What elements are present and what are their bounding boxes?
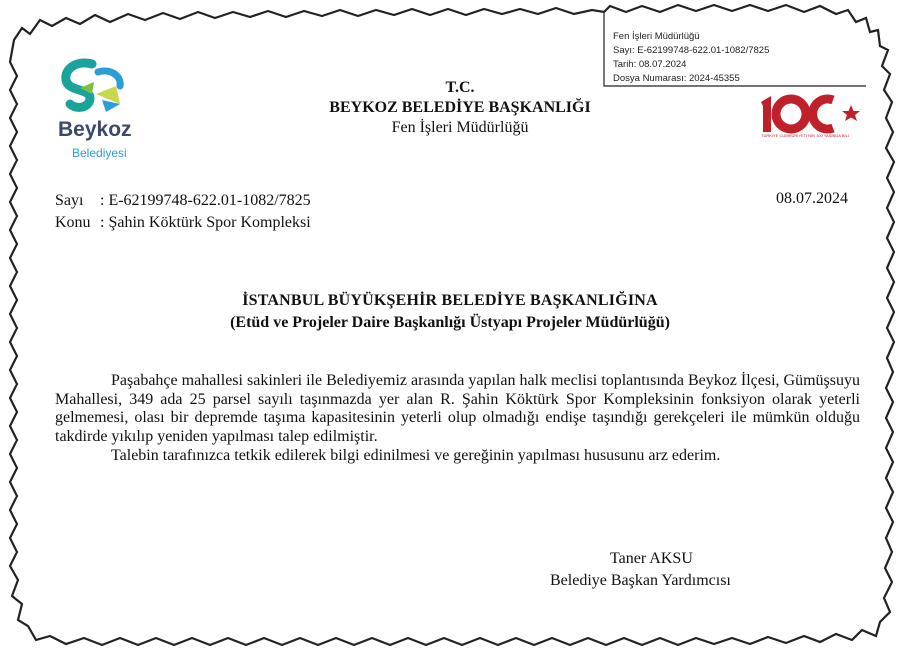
konu-row (55, 212, 311, 234)
turkiye-100-icon (755, 92, 875, 136)
beykoz-logo (50, 58, 150, 168)
centennial-caption: TÜRKİYE CUMHURİYETİ'NİN 100 YAŞINDA BİLİ (761, 133, 849, 138)
header-tc: T.C. (445, 79, 475, 96)
beykoz-logo-icon (50, 58, 140, 118)
recipient-name: İSTANBUL BÜYÜKŞEHİR BELEDİYE BAŞKANLIĞINA (242, 292, 658, 309)
sayi-row (55, 190, 311, 212)
header-department: Fen İşleri Müdürlüğü (391, 119, 529, 136)
sayi-value: : E-62199748-622.01-1082/7825 (100, 192, 311, 209)
logo-name: Beykoz (58, 118, 132, 141)
logo-subtitle: Belediyesi (72, 146, 127, 160)
recipient-block (150, 290, 750, 334)
letter-body (55, 372, 860, 466)
centennial-logo (755, 92, 875, 144)
signature-block (550, 548, 731, 592)
signatory-name: Taner AKSU (610, 550, 693, 567)
stamp-number: Sayı: E-62199748-622.01-1082/7825 (613, 45, 770, 56)
sayi-label: Sayı (55, 192, 84, 209)
signatory-title: Belediye Başkan Yardımcısı (550, 572, 731, 589)
letterhead (260, 78, 660, 138)
konu-value: : Şahin Köktürk Spor Kompleksi (100, 214, 311, 231)
konu-label: Konu (55, 214, 91, 231)
recipient-unit: (Etüd ve Projeler Daire Başkanlığı Üstyapı Projeler Müdürlüğü) (230, 314, 670, 331)
stamp-date: Tarih: 08.07.2024 (613, 59, 687, 70)
header-municipality: BEYKOZ BELEDİYE BAŞKANLIĞI (329, 99, 591, 116)
body-paragraph-1: Paşabahçe mahallesi sakinleri ile Belediyemiz arasında yapılan halk meclisi toplantısında Beykoz İlçesi, Gümüşsuyu Mahallesi, 349 ada 25 parsel sayılı taşınmazda yer alan R. Şahin Köktürk Spor Kompleksinin fonksiyon olarak yeterli gelmemesi, olası bir depremde taşıma kapasitesinin yeterli olup olmadığı endişe taşındığı gerekçeleri ile mümkün olduğu takdirde yıkılıp yeniden yapılması talep edilmiştir. (55, 372, 860, 445)
body-paragraph-2: Talebin tarafınızca tetkik edilerek bilgi edinilmesi ve gereğinin yapılması hususunu arz ederim. (111, 447, 721, 464)
document-date: 08.07.2024 (776, 190, 848, 207)
stamp-department: Fen İşleri Müdürlüğü (613, 31, 700, 42)
stamp-file-number: Dosya Numarası: 2024-45355 (613, 73, 740, 84)
document-meta (55, 190, 311, 234)
